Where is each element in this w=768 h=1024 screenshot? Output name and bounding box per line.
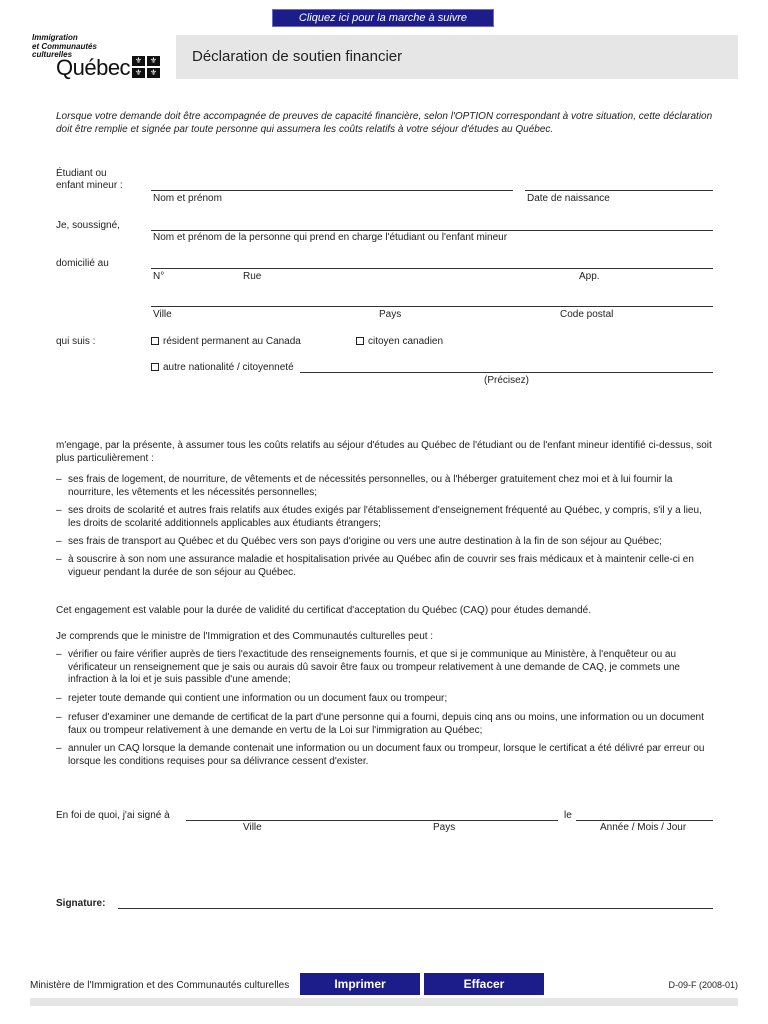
checkbox-icon [151,363,159,371]
student-label-line1: Étudiant ou [56,168,107,179]
address-city-caption: Ville [153,309,172,320]
signed-city-caption: Ville [243,822,262,833]
logo-line-2: et Communautés [32,42,97,51]
sponsor-name-caption: Nom et prénom de la personne qui prend en charge l'étudiant ou l'enfant mineur [153,232,508,243]
commitment-item: – ses frais de transport au Québec et du Québec vers son pays d'origine ou vers une autre destination à la fin de son séjour au Québec; [56,536,662,547]
understand-item: – rejeter toute demande qui contient une information ou un document faux ou trompeur; [56,693,448,704]
instructions-link[interactable]: Cliquez ici pour la marche à suivre [272,9,494,27]
address-city-field[interactable] [151,306,713,307]
footer-bar [30,998,738,1006]
student-dob-field[interactable] [525,190,713,191]
signed-date-field[interactable] [576,820,713,821]
nationality-specify-field[interactable] [300,372,713,373]
citizen-checkbox[interactable] [356,336,443,347]
fleur-de-lis-flag-icon: ⚜ ⚜ ⚜ ⚜ [132,56,162,78]
ministry-name: Ministère de l'Immigration et des Communautés culturelles [30,980,290,991]
logo-line-1: Immigration [32,33,78,42]
address-apt-caption: App. [579,271,600,282]
signature-field[interactable] [118,908,713,909]
logo-wordmark: Québec [56,55,131,80]
title-bar [176,35,738,79]
other-nationality-checkbox[interactable] [151,362,294,373]
understand-item: – annuler un CAQ lorsque la demande contenait une information ou un document faux ou trompeur, lorsque le certificat a été délivré par erreur ou lorsque les conditions requises pour sa délivrance cessent d'exister. [56,743,705,767]
other-option-label: autre nationalité / citoyenneté [163,362,294,373]
checkbox-icon [151,337,159,345]
address-no-caption: N° [153,271,165,282]
status-label: qui suis : [56,336,96,347]
signed-date-caption: Année / Mois / Jour [600,822,687,833]
resident-checkbox[interactable] [151,336,301,347]
resident-option-label: résident permanent au Canada [163,336,301,347]
form-code: D-09-F (2008-01) [668,980,738,990]
citizen-option-label: citoyen canadien [368,336,444,347]
print-button[interactable]: Imprimer [300,973,420,995]
student-name-field[interactable] [151,190,513,191]
undersigned-label: Je, soussigné, [56,220,120,231]
specify-caption: (Précisez) [484,375,530,386]
signed-place-field[interactable] [186,820,558,821]
commitment-item: – ses droits de scolarité et autres frais relatifs aux études exigés par l'établissement d'enseignement fréquenté au Québec, y compris, s'il y a lieu, les droits de scolarité additionnels applicables aux étudiants étrangers; [56,505,702,529]
address-street-caption: Rue [243,271,262,282]
commitment-item: – à souscrire à son nom une assurance maladie et hospitalisation privée au Québec afin de couvrir ses frais médicaux et à maintenir celle-ci en vigueur pendant la durée de son séjour au Québec. [56,554,694,578]
signed-at-label: En foi de quoi, j'ai signé à [56,810,170,821]
validity-text: Cet engagement est valable pour la durée de validité du certificat d'acceptation du Québec (CAQ) pour études demandé. [56,605,592,616]
logo-line-3: culturelles [32,50,73,59]
signed-le-label: le [564,810,572,821]
clear-button[interactable]: Effacer [424,973,544,995]
address-postal-caption: Code postal [560,309,614,320]
address-country-caption: Pays [379,309,402,320]
signature-label: Signature: [56,898,106,909]
student-dob-caption: Date de naissance [527,193,610,204]
commitment-intro: m'engage, par la présente, à assumer tous les coûts relatifs au séjour d'études au Québec de l'étudiant ou de l'enfant mineur identifié ci-dessus, soit plus particulièrement : [56,440,712,464]
intro-text: Lorsque votre demande doit être accompagnée de preuves de capacité financière, selon l'OPTION correspondant à votre situation, cette déclaration doit être remplie et signée par toute personne qui assumera les coûts relatifs à votre séjour d'études au Québec. [56,111,713,135]
page-title: Déclaration de soutien financier [192,48,403,65]
domicile-label: domicilié au [56,258,109,269]
student-label-line2: enfant mineur : [56,180,123,191]
signed-country-caption: Pays [433,822,456,833]
address-street-field[interactable] [151,268,713,269]
commitment-item: – ses frais de logement, de nourriture, de vêtements et de nécessités personnelles, ou à l'héberger gratuitement chez moi et à lui fournir la nourriture, les vêtements et les nécessités personnelles; [56,474,673,498]
understand-item: – vérifier ou faire vérifier auprès de tiers l'exactitude des renseignements fournis, et que si je communique au Ministère, à l'enquêteur ou au vérificateur un renseignement que je sais ou aurais dû savoir être faux ou trompeur relativement à une demande de CAQ, je commets une infraction à la loi et je suis passible d'une amende; [56,649,680,685]
checkbox-icon [356,337,364,345]
understand-item: – refuser d'examiner une demande de certificat de la part d'une personne qui a fourni, depuis cinq ans ou moins, une information ou un document faux ou trompeur relativement à une demande en vertu de la Loi sur l'immigration au Québec; [56,712,704,736]
understand-intro: Je comprends que le ministre de l'Immigration et des Communautés culturelles peut : [56,631,434,642]
student-name-caption: Nom et prénom [153,193,222,204]
sponsor-name-field[interactable] [151,230,713,231]
